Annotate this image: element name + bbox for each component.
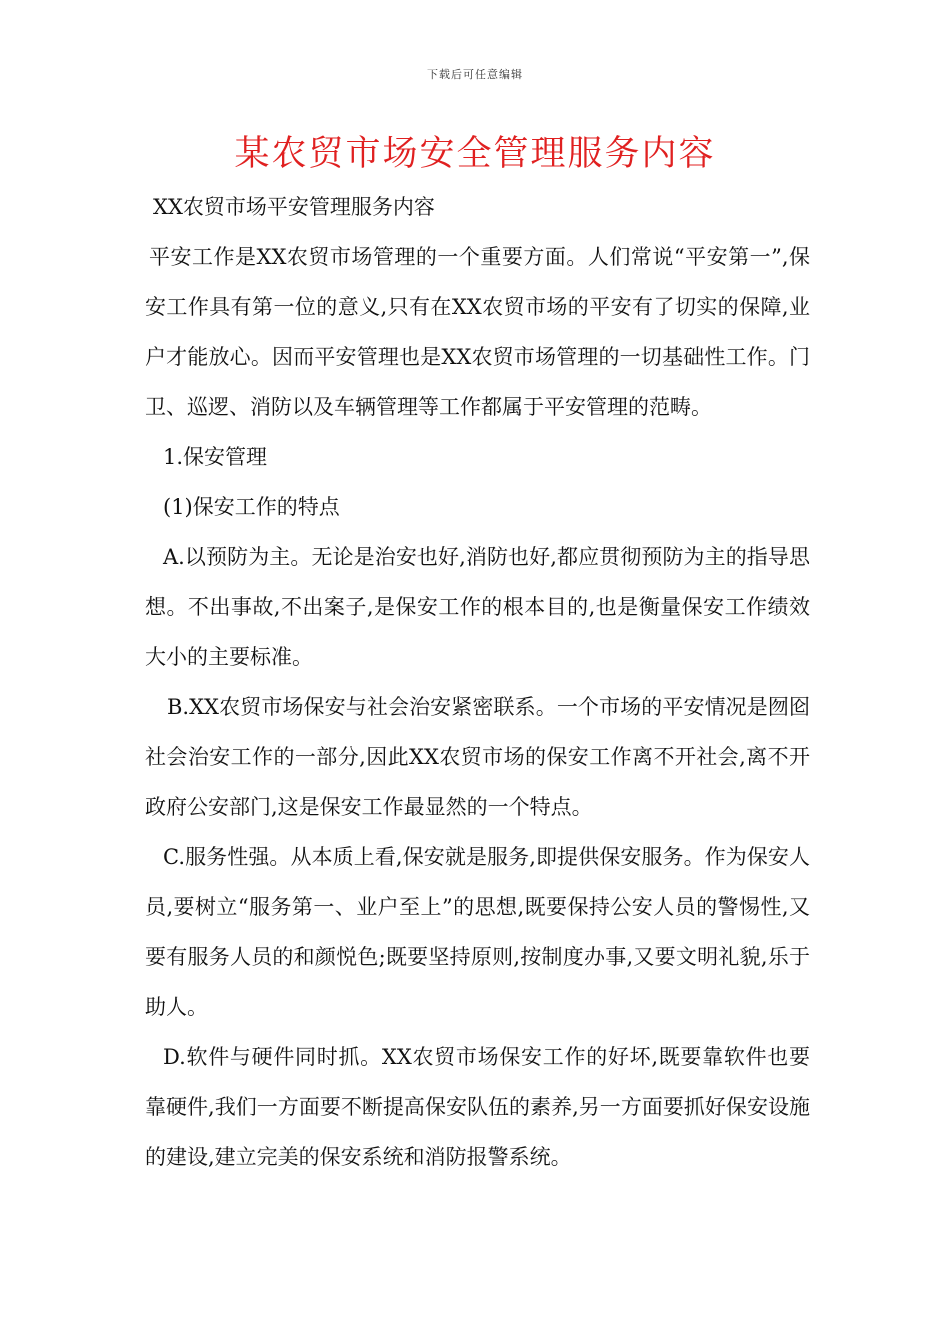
document-body	[145, 182, 810, 1182]
subsection-heading-features: (1)保安工作的特点	[163, 495, 340, 519]
paragraph-item-c: C.服务性强。从本质上看,保安就是服务,即提供保安服务。作为保安人员,要树立“服务第一、业户至上”的思想,既要保持公安人员的警惕性,又要有服务人员的和颜悦色;既要坚持原则,按制度办事,又要文明礼貌,乐于助人。	[145, 845, 810, 1019]
paragraph-intro: 平安工作是XX农贸市场管理的一个重要方面。人们常说“平安第一”,保安工作具有第一位的意义,只有在XX农贸市场的平安有了切实的保障,业户才能放心。因而平安管理也是XX农贸市场管理的一切基础性工作。门卫、巡逻、消防以及车辆管理等工作都属于平安管理的范畴。	[145, 245, 810, 419]
document-subtitle: XX农贸市场平安管理服务内容	[153, 195, 435, 219]
section-heading-security-management: 1.保安管理	[163, 445, 268, 469]
paragraph-item-d: D.软件与硬件同时抓。XX农贸市场保安工作的好坏,既要靠软件也要靠硬件,我们一方面要不断提高保安队伍的素养,另一方面要抓好保安设施的建设,建立完美的保安系统和消防报警系统。	[145, 1045, 810, 1169]
paragraph-item-b: B.XX农贸市场保安与社会治安紧密联系。一个市场的平安情况是囫囵社会治安工作的一部分,因此XX农贸市场的保安工作离不开社会,离不开政府公安部门,这是保安工作最显然的一个特点。	[145, 695, 810, 819]
document-title: 某农贸市场安全管理服务内容	[234, 134, 716, 174]
paragraph-item-a: A.以预防为主。无论是治安也好,消防也好,都应贯彻预防为主的指导思想。不出事故,不出案子,是保安工作的根本目的,也是衡量保安工作绩效大小的主要标准。	[145, 545, 810, 669]
header-note: 下载后可任意编辑	[427, 68, 523, 81]
